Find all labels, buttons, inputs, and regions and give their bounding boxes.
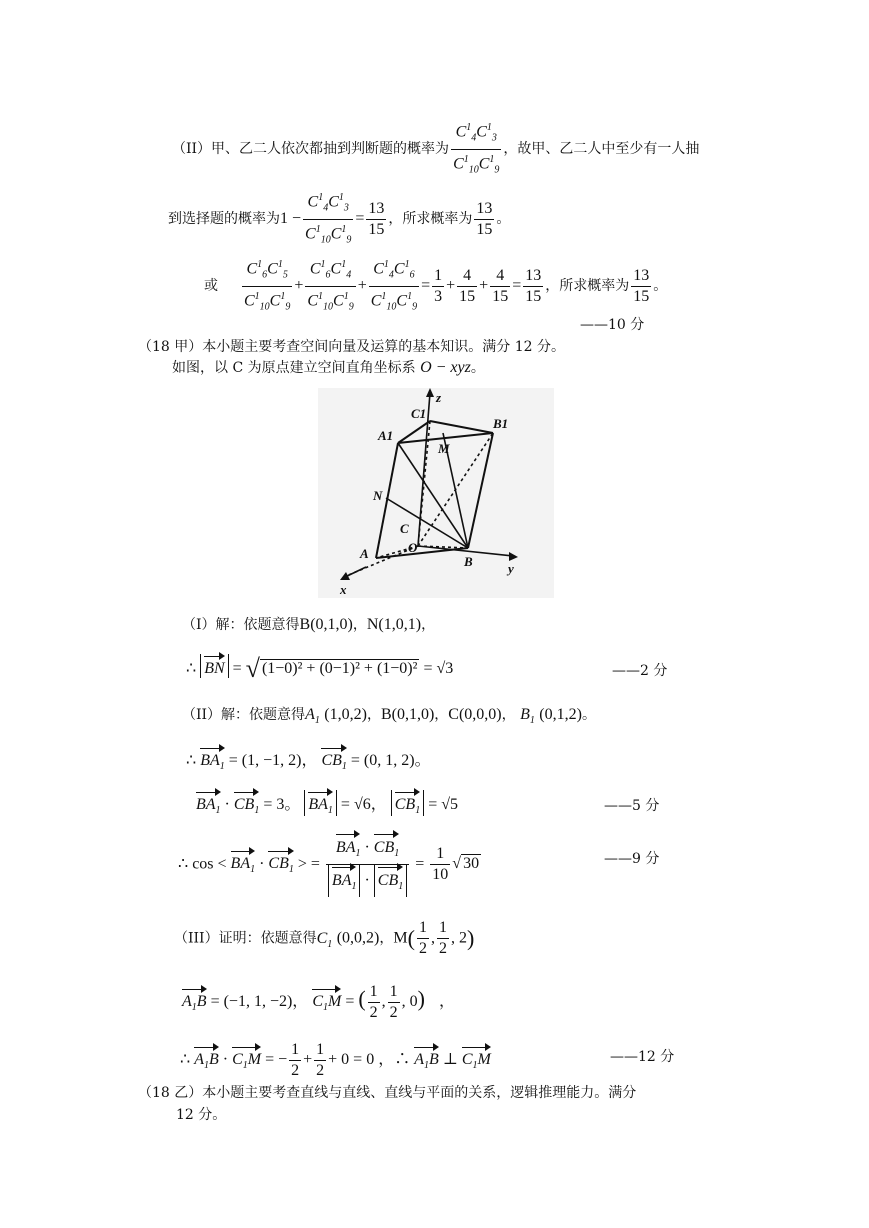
para-ii-line1 [172,118,699,180]
line3-end: 。 [653,278,668,295]
ba1-value: = (1, −1, 2) [228,752,302,769]
part3-label: （III）证明：依题意得 [174,930,317,947]
prism-figure [318,388,554,598]
label-b: B [464,554,473,569]
label-n: N [373,488,383,503]
ba1-length: = √6 [340,796,371,813]
score-9: ——9 分 [604,851,660,867]
coord-system: O − xyz [420,359,471,376]
vec-cb1: $CB_1$ [321,746,346,772]
label-y: y [508,561,514,576]
line2-end: 。 [496,211,511,228]
dot-expr-b: + [303,1051,313,1069]
one-minus: 1 − [280,210,302,228]
label-a: A [360,546,369,561]
bn-sqrt: √ (1−0)² + (0−1)² + (1−0)² [245,654,418,684]
score-5: ——5 分 [604,798,660,814]
cb1-length: = √5 [428,796,459,813]
frac-13-15-d: $\frac{13}{15}$ [633,266,650,305]
point-a1: (1,0,2) [324,706,367,723]
point-m-label: M [393,929,408,947]
bn-abs: BN [200,654,228,678]
label-z: z [436,390,442,405]
label-c: C [400,521,409,536]
section-18b-line2: 12 分。 [176,1107,227,1123]
para-ii-line2 [168,188,510,250]
dot-expr-c: + 0 = 0 [328,1051,375,1069]
therefore-4: ∴ [180,1051,191,1069]
section-18a-title: （18 甲）本小题主要考查空间向量及运算的基本知识。满分 12 分。 [138,339,565,355]
bn-result: = √3 [423,660,454,677]
section-18b-line1: （18 乙）本小题主要考查直线与直线、直线与平面的关系，逻辑推理能力。满分 [138,1085,637,1101]
dot-expr-a: = − [265,1051,288,1069]
score-12: ——12 分 [610,1049,675,1065]
part2-label: （II）解：依题意得 [182,707,306,723]
vectors-line: ∴ $BA_1 = (1$, −1, 2)， $CB_1 = (0$, 1, 2)。 [186,746,431,772]
line2-mid: ，所求概率为 [388,211,473,228]
cos-end: > = [297,855,320,873]
prob-fraction: $\frac{C^1_4C^1_3}{C^1_{10}C^1_9}$ [451,118,501,180]
c1m-comma: ， [439,993,456,1011]
perp-prefix: ，∴ [378,1051,411,1069]
frac-13-15-c: $\frac{13}{15}$ [525,266,542,305]
label-b1: B1 [493,416,509,431]
fraction-13-15: $\frac{13}{15}$ [368,199,385,238]
label-c1: C1 [411,406,427,421]
therefore-3: ∴ [178,855,189,873]
dot-product-line: $BA_1 \cdot CB_1 = 3$。 $BA_1 = √6$， $CB_1 = √5$ [196,790,458,816]
line2-prefix: 到选择题的概率为 [168,211,280,228]
sep: ， [352,617,367,633]
dot-value: = 3 [263,796,285,813]
cos-line: ∴ $\cos < BA_1 \cdot CB_1$ > = $\frac{BA_1 \cdot CB_1}{BA_1 \cdot CB_1}$ = $\frac{1}{10}$ √ 30 [178,832,481,897]
term-1: $\frac{C^1_6C^1_5}{C^1_{10}C^1_9}$ [242,255,292,317]
frac-4-15: $\frac{4}{15}$ [459,266,476,305]
label-m: M [438,441,450,456]
figure-background [318,388,554,598]
line3-result-text: ，所求概率为 [545,278,630,295]
point-c1: (0,0,2) [336,929,380,947]
point-c: C(0,0,0) [448,706,502,723]
a1b-value: = (−1, 1, −2) [210,993,293,1011]
frac-4-15-b: $\frac{4}{15}$ [492,266,509,305]
vec-a1b: $A_1B$ [182,987,207,1013]
cb1-value: = (0, 1, 2) [350,752,415,769]
para-ii-line3: 或 $\frac{C^1_6C^1_5}{C^1_{10}C^1_9}$ + $\frac{C^1_6C^1_4}{C^1_{10}C^1_9}$ + $\frac{C^1_4C^1_6}{C^1_{10}C^1_9}$ = $\frac{1}{3}$ + $\frac{4}{15}$ + $\frac{4}{15}$ = $\frac{13}{15}$ ，所求概率为 $\frac{13}{15}$ 。 [204,255,667,317]
intro-prefix: 如图，以 C 为原点建立空间直角坐标系 [172,360,416,376]
sep-2: ， [421,617,436,633]
para-ii-suffix: ，故甲、乙二人中至少有一人抽 [503,141,700,158]
perp-symbol: ⊥ [442,1051,458,1069]
equals: = [355,210,365,228]
score-2: ——2 分 [612,663,668,679]
frac-1-3: $\frac{1}{3}$ [434,266,443,305]
para-ii-prefix: （II）甲、乙二人依次都抽到判断题的概率为 [172,141,450,158]
vec-ba1: $BA_1$ [200,746,225,772]
term-3: $\frac{C^1_4C^1_6}{C^1_{10}C^1_9}$ [369,255,419,317]
intro-end: 。 [470,360,485,376]
section-18a-intro [172,357,485,377]
score-10: ——10 分 [580,317,645,333]
point-n: N(1,0,1) [366,616,422,633]
fraction-13-15-b: $\frac{13}{15}$ [476,199,493,238]
cos-label: cos < [192,855,227,873]
label-x: x [340,582,347,597]
point-b1: (0,1,2) [539,706,582,723]
point-b: B(0,1,0) [299,616,353,633]
a1b-c1m-line: $A_1B = (-1$, 1, −2)， $C_1M$ = ( $\frac{1}{2}$ , $\frac{1}{2}$ , 0) ， [182,983,456,1021]
part1-label: （I）解：依题意得 [182,617,300,633]
complement-fraction: $\frac{C^1_4C^1_3}{C^1_{10}C^1_9}$ [303,188,353,250]
therefore-1: ∴ [186,660,197,677]
part2-line: （II）解：依题意得$A_1$ (1,0,2)，B(0,1,0)，C(0,0,0)， $B_1$ (0,1,2)。 [182,706,596,727]
cos-result-frac: $\frac{1}{10}$ [432,845,449,884]
perp-line: ∴ $A_1B \cdot C_1M$ = − $\frac{1}{2}$ + $\frac{1}{2}$ + 0 = 0 ，∴ $A_1B$ ⊥ $C_1M$ [180,1041,491,1079]
part1-line [182,614,435,634]
label-o: O [408,540,418,555]
c1m-eq: = [345,993,355,1011]
or-label: 或 [204,278,218,295]
vec-c1m: $C_1M$ [312,987,341,1013]
cos-fraction: $\frac{BA_1 \cdot CB_1}{BA_1 \cdot CB_1}$ [326,832,409,897]
part3-line: （III）证明：依题意得$C_1$ (0,0,2)，M( $\frac{1}{2}$ , $\frac{1}{2}$ , 2) [174,919,475,957]
bn-length-line: ∴ BN = √ (1−0)² + (0−1)² + (1−0)² = √3 [186,654,454,684]
term-2: $\frac{C^1_6C^1_4}{C^1_{10}C^1_9}$ [305,255,355,317]
point-b-2: B(0,1,0) [380,706,435,723]
therefore-2: ∴ [186,752,197,769]
label-a1: A1 [378,428,394,443]
